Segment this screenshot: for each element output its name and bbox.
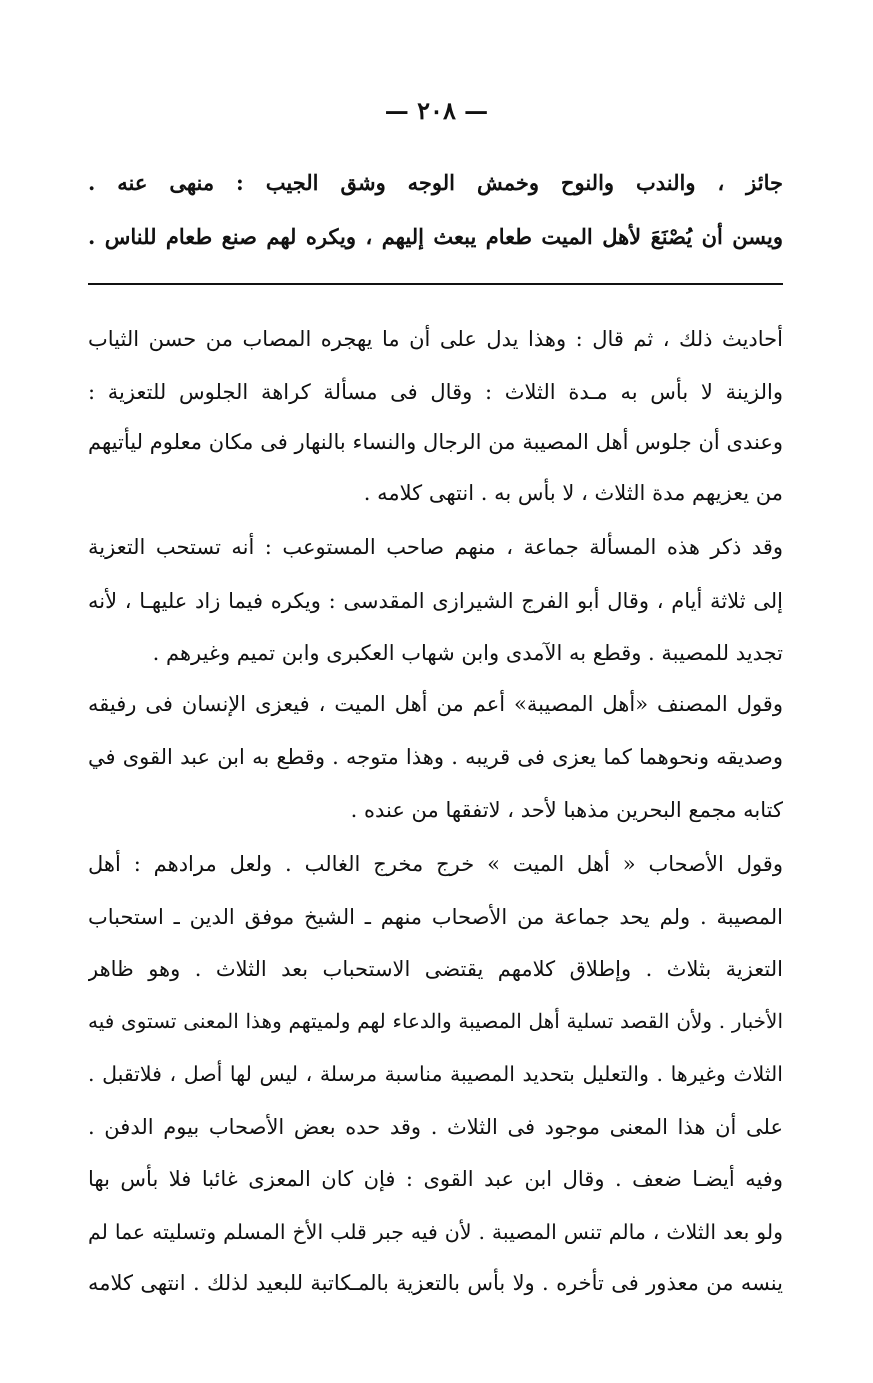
commentary-line: الثلاث وغيرها . والتعليل بتحديد المصيبة مناسبة مرسلة ، ليس لها أصل ، فلاتقبل . bbox=[88, 1062, 783, 1086]
commentary-line: الأخبار . ولأن القصد تسلية أهل المصيبة والدعاء لهم ولميتهم وهذا المعنى تستوى فيه bbox=[88, 1009, 783, 1033]
main-text-line: جائز ، والندب والنوح وخمش الوجه وشق الجيب : منهى عنه . bbox=[88, 170, 783, 195]
page-number: — ٢٠٨ — bbox=[384, 96, 489, 125]
commentary-line: من يعزيهم مدة الثلاث ، لا بأس به . انتهى كلامه . bbox=[363, 481, 783, 505]
commentary-line: وقد ذكر هذه المسألة جماعة ، منهم صاحب المستوعب : أنه تستحب التعزية bbox=[88, 535, 783, 559]
section-divider bbox=[88, 283, 783, 285]
commentary-line: وقول الأصحاب « أهل الميت » خرج مخرج الغالب . ولعل مرادهم : أهل bbox=[88, 852, 783, 876]
commentary-line: إلى ثلاثة أيام ، وقال أبو الفرج الشيرازى المقدسى : ويكره فيما زاد عليهـا ، لأنه bbox=[88, 589, 783, 613]
commentary-line: كتابه مجمع البحرين مذهبا لأحد ، لاتفقها من عنده . bbox=[350, 798, 783, 822]
commentary-line: التعزية بثلاث . وإطلاق كلامهم يقتضى الاستحباب بعد الثلاث . وهو ظاهر bbox=[88, 957, 783, 981]
commentary-line: وعندى أن جلوس أهل المصيبة من الرجال والنساء بالنهار فى مكان معلوم ليأتيهم bbox=[88, 430, 783, 454]
commentary-line: وقول المصنف «أهل المصيبة» أعم من أهل الميت ، فيعزى الإنسان فى رفيقه bbox=[88, 692, 783, 716]
commentary-line: تجديد للمصيبة . وقطع به الآمدى وابن شهاب العكبرى وابن تميم وغيرهم . bbox=[152, 641, 783, 665]
commentary-line: على أن هذا المعنى موجود فى الثلاث . وقد حده بعض الأصحاب بيوم الدفن . bbox=[88, 1115, 783, 1139]
commentary-line: ينسه من معذور فى تأخره . ولا بأس بالتعزية بالمـكاتبة للبعيد لذلك . انتهى كلامه bbox=[88, 1271, 783, 1295]
commentary-line: وفيه أيضـا ضعف . وقال ابن عبد القوى : فإن كان المعزى غائبا فلا بأس بها bbox=[88, 1167, 783, 1191]
commentary-line: المصيبة . ولم يحد جماعة من الأصحاب منهم ـ الشيخ موفق الدين ـ استحباب bbox=[88, 905, 783, 929]
main-text-line: ويسن أن يُصْنَعَ لأهل الميت طعام يبعث إليهم ، ويكره لهم صنع طعام للناس . bbox=[88, 224, 783, 249]
commentary-line: ولو بعد الثلاث ، مالم تنس المصيبة . لأن فيه جبر قلب الأخ المسلم وتسليته عما لم bbox=[88, 1220, 783, 1244]
commentary-line: أحاديث ذلك ، ثم قال : وهذا يدل على أن ما يهجره المصاب من حسن الثياب bbox=[88, 327, 783, 351]
commentary-line: وصديقه ونحوهما كما يعزى فى قريبه . وهذا متوجه . وقطع به ابن عبد القوى في bbox=[88, 745, 783, 769]
commentary-line: والزينة لا بأس به مـدة الثلاث : وقال فى مسألة كراهة الجلوس للتعزية : bbox=[88, 380, 783, 404]
